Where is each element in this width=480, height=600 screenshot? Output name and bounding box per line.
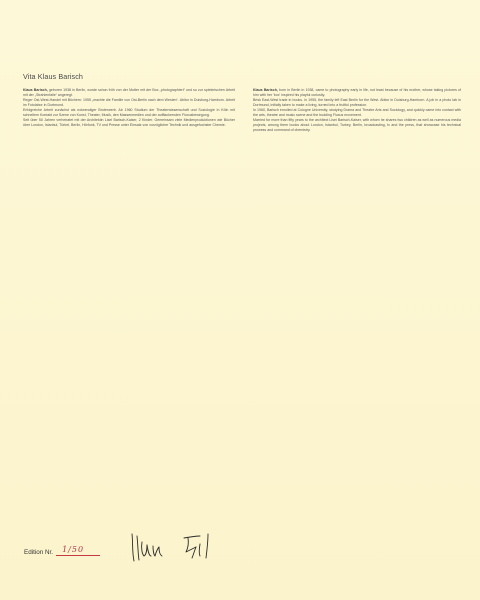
edition-number: 1/50 — [62, 545, 85, 554]
edition-number-field — [56, 543, 100, 556]
german-paragraph-1-text: geboren 1938 in Berlin, wurde schon früh von der Mutter mit der Box „photographiert“ und so zur spielerischen Arbeit mit der „Strahlenfalle“ angeregt. — [23, 88, 235, 97]
english-paragraph-1-text: born in Berlin in 1938, came to photography early in life, not least because of his mother, whose taking pictures of him with her 'box' inspired his playful curiosity. — [253, 88, 461, 97]
german-biography — [23, 88, 235, 128]
edition-line — [24, 543, 100, 556]
german-paragraph-1 — [23, 88, 235, 98]
german-name: Klaus Barisch, — [23, 88, 48, 92]
page-title: Vita Klaus Barisch — [23, 72, 83, 81]
english-paragraph-3: In 1960, Barisch enrolled at Cologne University, studying Drama and Theatre Arts and Sociology, and quickly came into contact with the arts, theatre and music scene and the budding Fluxus movement. — [253, 108, 461, 117]
english-name: Klaus Barisch, — [253, 88, 278, 92]
german-paragraph-3: Erfolgreiche Arbeit zunächst als notwendiger Broterwerb. Ab 1960 Studium der Theaterwissenschaft und Soziologie in Köln mit schnellem Kontakt zur Szene von Kunst, Theater, Musik, den Massenmedien und der aufflackernden Fluxusbewegung. — [23, 108, 235, 117]
english-paragraph-4: Married for more than fifty years to the architect Lisei Barisch-Kaiser, with whom he shares two children as well as numerous media projects, among them books about London, Istanbul, Turkey, Berlin, broadcasting, tv and the press, that showcase his technical prowess and command of chemistry. — [253, 118, 461, 132]
edition-label: Edition Nr. — [24, 549, 54, 556]
german-paragraph-2: Reger Ost-West-Handel mit Büchern: 1955 „machte die Familie von Ost-Berlin nach dem Westen“. Abitur in Duisburg-Hamborn. Arbeit im Fotolabor in Dortmund. — [23, 98, 235, 107]
english-paragraph-1 — [253, 88, 461, 98]
handwritten-signature — [128, 528, 228, 564]
german-paragraph-4: Seit über 50 Jahren verheiratet mit der Architektin Lisei Barisch-Kaiser, 2 Kinder. Gemeinsam viele Medienproduktionen wie Bücher über London, Istanbul, Türkei, Berlin, Hörfunk, TV und Presse unter Einsatz von vorzüglicher Technik und ausgefuchster Chemie. — [23, 118, 235, 127]
english-paragraph-2: Brisk East-West trade in books. In 1955, the family left East Berlin for the West. Abitur in Duisburg-Hamborn. A job in a photo lab in Dortmund, initially taken to make a living, turned into a fruitful profession. — [253, 98, 461, 107]
english-biography — [253, 88, 461, 133]
